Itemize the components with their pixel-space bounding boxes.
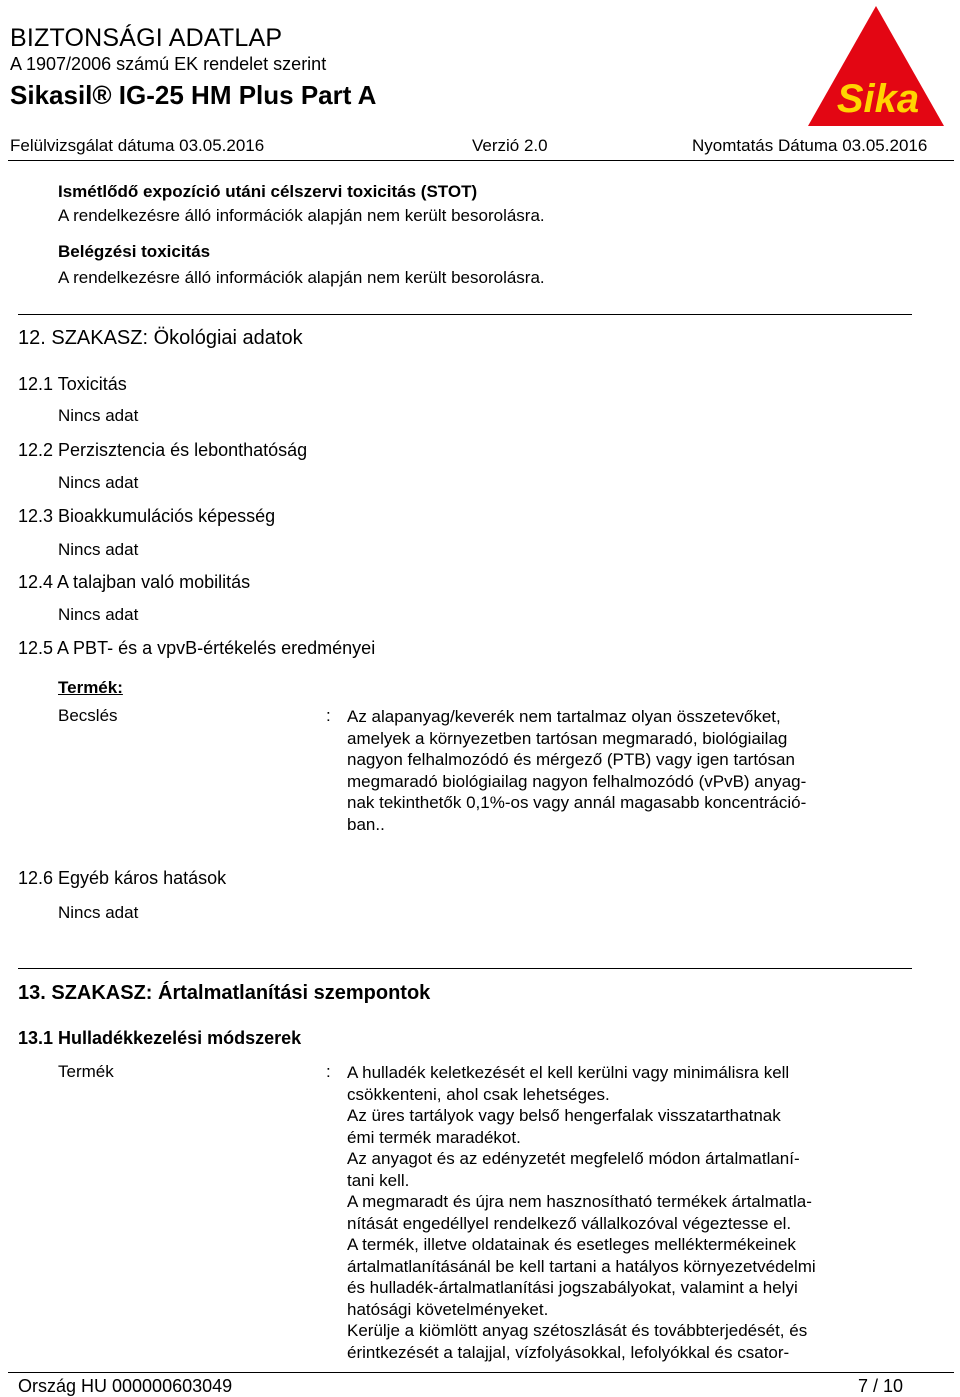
section12-2-value: Nincs adat: [58, 473, 139, 492]
regulation-reference: A 1907/2006 számú EK rendelet szerint: [10, 54, 327, 74]
aspiration-text: A rendelkezésre álló információk alapján nem került besorolásra.: [58, 268, 545, 287]
section13-title: 13. SZAKASZ: Ártalmatlanítási szempontok: [18, 982, 431, 1004]
waste-row-colon: :: [326, 1062, 331, 1081]
section12-divider: [18, 314, 912, 315]
section12-6-value: Nincs adat: [58, 903, 139, 922]
section12-5-heading: 12.5 A PBT- és a vpvB-értékelés eredményei: [18, 638, 376, 658]
section13-1-heading: 13.1 Hulladékkezelési módszerek: [18, 1028, 302, 1048]
page-number: 7 / 10: [858, 1376, 904, 1396]
product-name-suffix: IG-25 HM Plus Part A: [111, 80, 377, 110]
section12-4-value: Nincs adat: [58, 605, 139, 624]
section12-title: 12. SZAKASZ: Ökológiai adatok: [18, 327, 303, 349]
footer-country: Ország HU 000000603049: [18, 1376, 233, 1396]
revision-date: Felülvizsgálat dátuma 03.05.2016: [10, 136, 265, 155]
section12-6-heading: 12.6 Egyéb káros hatások: [18, 868, 227, 888]
waste-row-label: Termék: [58, 1062, 114, 1081]
footer-divider: [8, 1372, 954, 1373]
version: Verzió 2.0: [472, 136, 548, 155]
section12-3-value: Nincs adat: [58, 540, 139, 559]
product-name: [10, 80, 376, 111]
section12-4-heading: 12.4 A talajban való mobilitás: [18, 572, 251, 592]
section13-divider: [18, 968, 912, 969]
print-date: Nyomtatás Dátuma 03.05.2016: [692, 136, 928, 155]
stot-heading: Ismétlődő expozíció utáni célszervi toxicitás (STOT): [58, 182, 478, 201]
sika-triangle-logo-icon: [806, 4, 946, 128]
document-title: BIZTONSÁGI ADATLAP: [10, 24, 283, 52]
waste-row-text: A hulladék keletkezését el kell kerülni vagy minimálisra kell csökkenteni, ahol csak lehetséges. Az üres tartályok vagy belső hengerfalak visszatarthatnak émi termék maradékot. Az anyagot és az edényzetét megfelelő módon ártalmatlaní- tani kell. A megmaradt és újra nem hasznosítható termékek ártalmatla- nítását engedéllyel rendelkező vállalkozóval végeztesse el. A termék, illetve oldatainak és esetleges melléktermékeinek ártalmatlanításánál be kell tartani a hatályos környezetvédelmi és hulladék-ártalmatlanítási jogszabályokat, valamint a helyi hatósági követelményeket. Kerülje a kiömlött anyag szétoszlását és továbbterjedését, és érintkezését a talajjal, vízfolyásokkal, lefolyókkal és csator-: [347, 1063, 816, 1362]
section12-2-heading: 12.2 Perzisztencia és lebonthatóság: [18, 440, 308, 460]
section12-3-heading: 12.3 Bioakkumulációs képesség: [18, 506, 276, 526]
registered-mark: ®: [92, 80, 112, 110]
pbt-row-text: Az alapanyag/keverék nem tartalmaz olyan összetevőket, amelyek a környezetben tartósan megmaradó, biológiailag nagyon felhalmozódó és mérgező (PTB) vagy igen tartósan megmaradó biológiailag nagyon felhalmozódó (vPvB) anyag- nak tekinthetők 0,1%-os vagy annál magasabb koncentráció- ban..: [347, 707, 807, 834]
product-name-prefix: Sikasil: [10, 80, 93, 110]
pbt-row-label: Becslés: [58, 706, 118, 725]
stot-text: A rendelkezésre álló információk alapján nem került besorolásra.: [58, 206, 545, 225]
section12-1-value: Nincs adat: [58, 406, 139, 425]
pbt-row-colon: :: [326, 706, 331, 725]
logo-text: Sika: [836, 77, 920, 121]
header-divider: [8, 160, 954, 161]
product-label: Termék:: [58, 678, 123, 697]
section12-1-heading: 12.1 Toxicitás: [18, 374, 127, 394]
aspiration-heading: Belégzési toxicitás: [58, 242, 211, 261]
